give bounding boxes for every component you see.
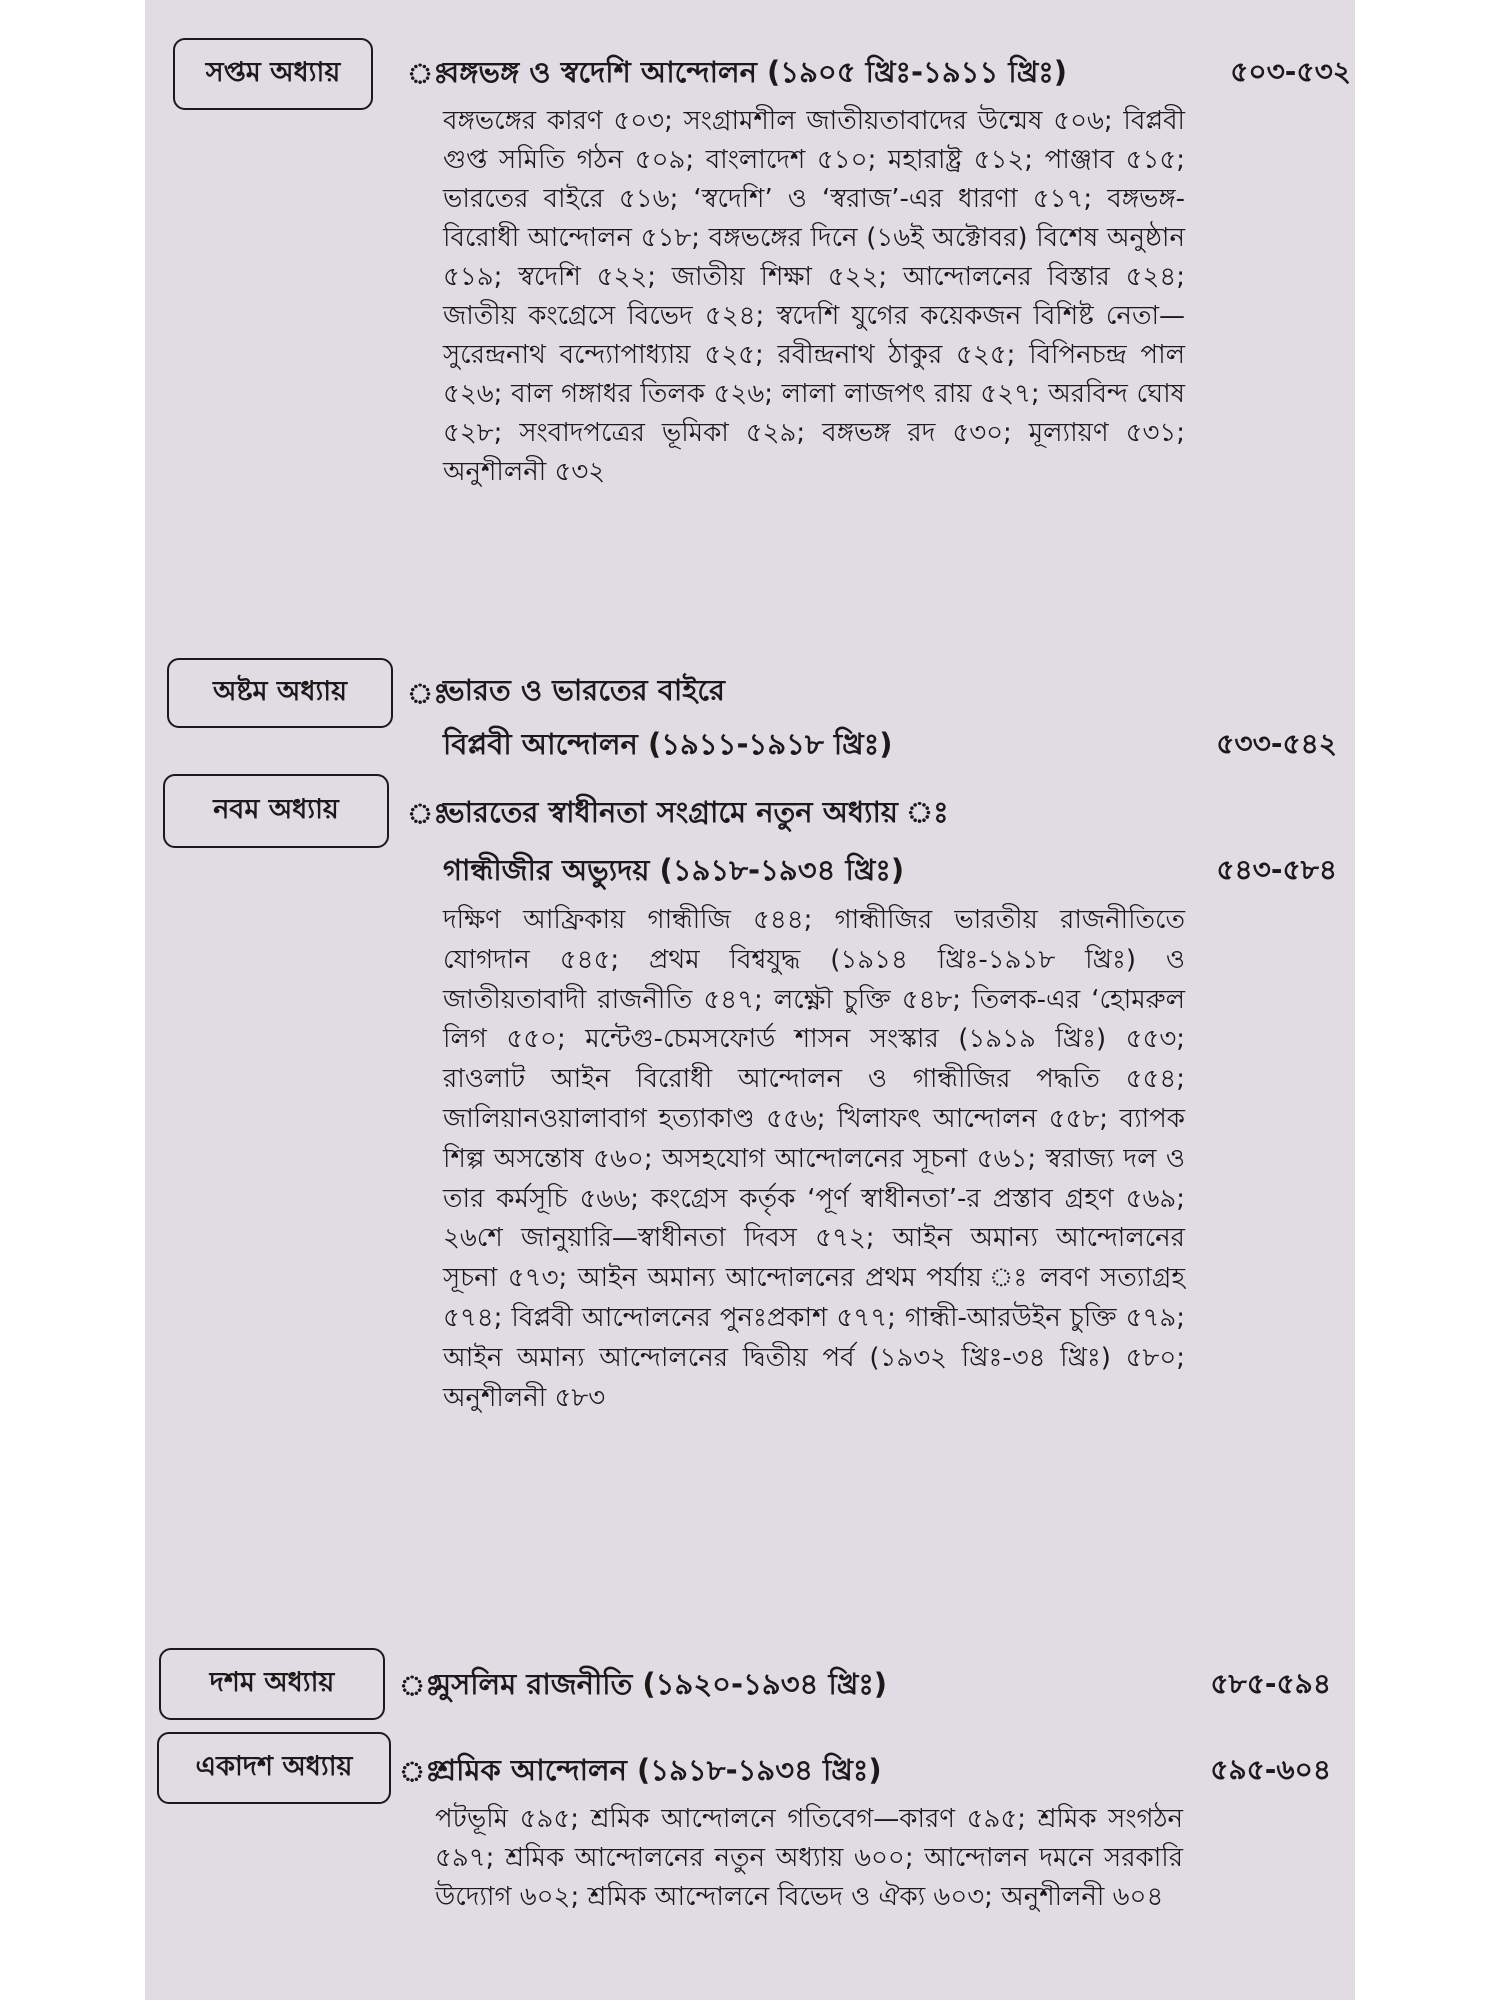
- colon-separator: ঃ: [407, 57, 449, 90]
- chapter-label: নবম অধ্যায়: [213, 793, 339, 825]
- chapter-label-box: [157, 1732, 391, 1804]
- colon-separator: ঃ: [399, 1669, 441, 1702]
- page-range: ৫৯৫-৬০৪: [1210, 1753, 1331, 1786]
- chapter-label: অষ্টম অধ্যায়: [212, 675, 348, 707]
- chapter-label-box: [173, 38, 373, 110]
- page-range: ৫০৩-৫৩২: [1230, 55, 1351, 88]
- page-range: ৫৩৩-৫৪২: [1216, 727, 1337, 760]
- page-range: ৫৪৩-৫৮৪: [1216, 853, 1337, 886]
- chapter-title: বঙ্গভঙ্গ ও স্বদেশি আন্দোলন (১৯০৫ খ্রিঃ-১৯১১ খ্রিঃ): [443, 55, 1067, 89]
- chapter-title: ভারতের স্বাধীনতা সংগ্রামে নতুন অধ্যায় ঃ: [443, 795, 949, 829]
- chapter-label-box: [159, 1648, 385, 1720]
- chapter-label-box: [167, 658, 393, 728]
- colon-separator: ঃ: [407, 677, 449, 710]
- chapter-description: বঙ্গভঙ্গের কারণ ৫০৩; সংগ্রামশীল জাতীয়তাবাদের উন্মেষ ৫০৬; বিপ্লবী গুপ্ত সমিতি গঠন ৫০৯; বাংলাদেশ ৫১০; মহারাষ্ট্র ৫১২; পাঞ্জাব ৫১৫; ভারতের বাইরে ৫১৬; ‘স্বদেশি’ ও ‘স্বরাজ’-এর ধারণা ৫১৭; বঙ্গভঙ্গ-বিরোধী আন্দোলন ৫১৮; বঙ্গভঙ্গের দিনে (১৬ই অক্টোবর) বিশেষ অনুষ্ঠান ৫১৯; স্বদেশি ৫২২; জাতীয় শিক্ষা ৫২২; আন্দোলনের বিস্তার ৫২৪; জাতীয় কংগ্রেসে বিভেদ ৫২৪; স্বদেশি যুগের কয়েকজন বিশিষ্ট নেতা—সুরেন্দ্রনাথ বন্দ্যোপাধ্যায় ৫২৫; রবীন্দ্রনাথ ঠাকুর ৫২৫; বিপিনচন্দ্র পাল ৫২৬; বাল গঙ্গাধর তিলক ৫২৬; লালা লাজপৎ রায় ৫২৭; অরবিন্দ ঘোষ ৫২৮; সংবাদপত্রের ভূমিকা ৫২৯; বঙ্গভঙ্গ রদ ৫৩০; মূল্যায়ণ ৫৩১; অনুশীলনী ৫৩২: [443, 106, 1185, 487]
- colon-separator: ঃ: [399, 1755, 441, 1788]
- chapter-title: মুসলিম রাজনীতি (১৯২০-১৯৩৪ খ্রিঃ): [435, 1667, 888, 1701]
- chapter-description: পটভূমি ৫৯৫; শ্রমিক আন্দোলনে গতিবেগ—কারণ ৫৯৫; শ্রমিক সংগঠন ৫৯৭; শ্রমিক আন্দোলনের নতুন অধ্যায় ৬০০; আন্দোলন দমনে সরকারি উদ্যোগ ৬০২; শ্রমিক আন্দোলনে বিভেদ ও ঐক্য ৬০৩; অনুশীলনী ৬০৪: [435, 1804, 1183, 1912]
- chapter-title-line2: গান্ধীজীর অভ্যুদয় (১৯১৮-১৯৩৪ খ্রিঃ): [443, 853, 905, 887]
- chapter-title: শ্রমিক আন্দোলন (১৯১৮-১৯৩৪ খ্রিঃ): [435, 1753, 882, 1787]
- chapter-title: ভারত ও ভারতের বাইরে: [443, 673, 725, 707]
- chapter-title-line2: বিপ্লবী আন্দোলন (১৯১১-১৯১৮ খ্রিঃ): [443, 727, 893, 761]
- chapter-label: একাদশ অধ্যায়: [195, 1750, 353, 1782]
- chapter-description: দক্ষিণ আফ্রিকায় গান্ধীজি ৫৪৪; গান্ধীজির ভারতীয় রাজনীতিতে যোগদান ৫৪৫; প্রথম বিশ্বযুদ্ধ (১৯১৪ খ্রিঃ-১৯১৮ খ্রিঃ) ও জাতীয়তাবাদী রাজনীতি ৫৪৭; লক্ষ্ণৌ চুক্তি ৫৪৮; তিলক-এর ‘হোমরুল লিগ ৫৫০; মন্টেগু-চেমসফোর্ড শাসন সংস্কার (১৯১৯ খ্রিঃ) ৫৫৩; রাওলাট আইন বিরোধী আন্দোলন ও গান্ধীজির পদ্ধতি ৫৫৪; জালিয়ানওয়ালাবাগ হত্যাকাণ্ড ৫৫৬; খিলাফৎ আন্দোলন ৫৫৮; ব্যাপক শিল্প অসন্তোষ ৫৬০; অসহযোগ আন্দোলনের সূচনা ৫৬১; স্বরাজ্য দল ও তার কর্মসূচি ৫৬৬; কংগ্রেস কর্তৃক ‘পূর্ণ স্বাধীনতা’-র প্রস্তাব গ্রহণ ৫৬৯; ২৬শে জানুয়ারি—স্বাধীনতা দিবস ৫৭২; আইন অমান্য আন্দোলনের সূচনা ৫৭৩; আইন অমান্য আন্দোলনের প্রথম পর্যায় ঃ লবণ সত্যাগ্রহ ৫৭৪; বিপ্লবী আন্দোলনের পুনঃপ্রকাশ ৫৭৭; গান্ধী-আরউইন চুক্তি ৫৭৯; আইন অমান্য আন্দোলনের দ্বিতীয় পর্ব (১৯৩২ খ্রিঃ-৩৪ খ্রিঃ) ৫৮০; অনুশীলনী ৫৮৩: [443, 905, 1185, 1413]
- chapter-label: সপ্তম অধ্যায়: [205, 56, 341, 88]
- chapter-label: দশম অধ্যায়: [209, 1666, 335, 1698]
- chapter-label-box: [163, 774, 389, 848]
- colon-separator: ঃ: [407, 797, 449, 830]
- page-range: ৫৮৫-৫৯৪: [1210, 1667, 1331, 1700]
- book-contents-page: [145, 0, 1355, 2000]
